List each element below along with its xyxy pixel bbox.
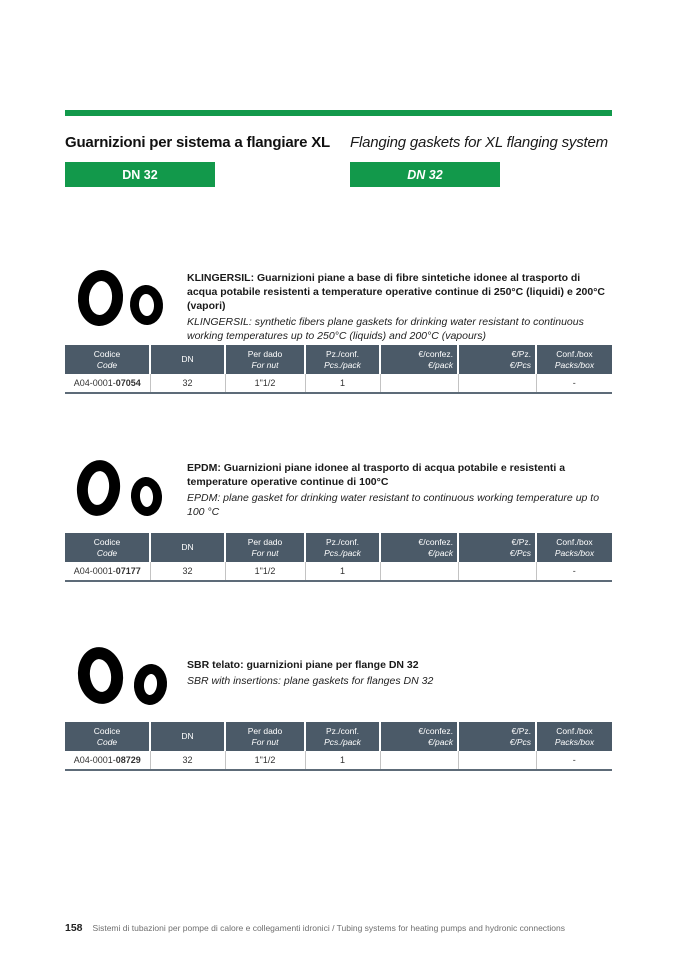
epdm-description bbox=[187, 461, 613, 519]
table-header-row bbox=[65, 533, 612, 562]
gasket-ring-large-icon bbox=[74, 644, 126, 707]
cell-eur-pack bbox=[380, 562, 458, 581]
col-header-eur-pack: €/confez. €/pack bbox=[380, 722, 458, 751]
klingersil-spec-table bbox=[65, 345, 612, 394]
cell-for-nut: 1"1/2 bbox=[225, 562, 305, 581]
gasket-ring-large-icon bbox=[74, 458, 124, 519]
cell-code: A04-0001-08729 bbox=[65, 751, 150, 770]
cell-code: A04-0001-07054 bbox=[65, 374, 150, 393]
col-header-pcs-pack: Pz./conf. Pcs./pack bbox=[305, 722, 380, 751]
cell-eur-pcs bbox=[458, 374, 536, 393]
sbr-gasket-rings-icon bbox=[78, 647, 178, 707]
table-row bbox=[65, 374, 612, 393]
cell-eur-pack bbox=[380, 374, 458, 393]
col-header-pcs-pack: Pz./conf. Pcs./pack bbox=[305, 345, 380, 374]
cell-pcs-pack: 1 bbox=[305, 374, 380, 393]
col-header-dn: DN bbox=[150, 722, 225, 751]
page-number: 158 bbox=[65, 922, 83, 934]
cell-packs-box: - bbox=[536, 751, 612, 770]
col-header-code: Codice Code bbox=[65, 533, 150, 562]
sbr-description bbox=[187, 658, 613, 688]
gasket-ring-small-icon bbox=[132, 662, 169, 706]
page-title-english: Flanging gaskets for XL flanging system bbox=[350, 134, 608, 151]
klingersil-gasket-rings-icon bbox=[78, 268, 178, 328]
description-english: KLINGERSIL: synthetic fibers plane gaskets for drinking water resistant to continuous working temperatures up to 250°C (liquids) and 200°C (vapours) bbox=[187, 316, 584, 342]
sbr-spec-table bbox=[65, 722, 612, 771]
col-header-dn: DN bbox=[150, 345, 225, 374]
col-header-code: Codice Code bbox=[65, 345, 150, 374]
description-english: EPDM: plane gasket for drinking water resistant to continuous working temperature up to 100 °C bbox=[187, 492, 600, 518]
col-header-packs-box: Conf./box Packs/box bbox=[536, 722, 612, 751]
gasket-ring-small-icon bbox=[129, 284, 165, 326]
cell-eur-pcs bbox=[458, 562, 536, 581]
table-header-row bbox=[65, 345, 612, 374]
klingersil-description bbox=[187, 271, 613, 343]
col-header-eur-pcs: €/Pz. €/Pcs bbox=[458, 533, 536, 562]
cell-dn: 32 bbox=[150, 751, 225, 770]
col-header-packs-box: Conf./box Packs/box bbox=[536, 345, 612, 374]
cell-for-nut: 1"1/2 bbox=[225, 374, 305, 393]
description-italian: SBR telato: guarnizioni piane per flange DN 32 bbox=[187, 659, 419, 671]
top-green-rule bbox=[65, 110, 612, 116]
col-header-for-nut: Per dado For nut bbox=[225, 722, 305, 751]
col-header-eur-pack: €/confez. €/pack bbox=[380, 533, 458, 562]
table-row bbox=[65, 562, 612, 581]
col-header-code: Codice Code bbox=[65, 722, 150, 751]
cell-dn: 32 bbox=[150, 562, 225, 581]
dn-badge-italian: DN 32 bbox=[65, 162, 215, 187]
col-header-eur-pcs: €/Pz. €/Pcs bbox=[458, 722, 536, 751]
table-header-row bbox=[65, 722, 612, 751]
description-italian: EPDM: Guarnizioni piane idonee al trasporto di acqua potabile e resistenti a temperature operative continue di 100°C bbox=[187, 462, 566, 488]
cell-dn: 32 bbox=[150, 374, 225, 393]
cell-code: A04-0001-07177 bbox=[65, 562, 150, 581]
cell-pcs-pack: 1 bbox=[305, 751, 380, 770]
page-footer bbox=[65, 922, 612, 934]
epdm-spec-table bbox=[65, 533, 612, 582]
cell-for-nut: 1"1/2 bbox=[225, 751, 305, 770]
gasket-ring-large-icon bbox=[75, 268, 126, 328]
col-header-eur-pack: €/confez. €/pack bbox=[380, 345, 458, 374]
description-english: SBR with insertions: plane gaskets for flanges DN 32 bbox=[187, 675, 434, 687]
col-header-packs-box: Conf./box Packs/box bbox=[536, 533, 612, 562]
gasket-ring-small-icon bbox=[130, 476, 164, 517]
col-header-dn: DN bbox=[150, 533, 225, 562]
cell-packs-box: - bbox=[536, 374, 612, 393]
epdm-gasket-rings-icon bbox=[77, 460, 177, 520]
table-row bbox=[65, 751, 612, 770]
col-header-for-nut: Per dado For nut bbox=[225, 533, 305, 562]
col-header-eur-pcs: €/Pz. €/Pcs bbox=[458, 345, 536, 374]
description-italian: KLINGERSIL: Guarnizioni piane a base di fibre sintetiche idonee al trasporto di acqua potabile resistenti a temperature operative continue di 250°C (liquidi) e 200°C (vapori) bbox=[187, 272, 606, 312]
col-header-for-nut: Per dado For nut bbox=[225, 345, 305, 374]
footer-text: Sistemi di tubazioni per pompe di calore e collegamenti idronici / Tubing systems for heating pumps and hydronic connections bbox=[92, 923, 566, 933]
cell-packs-box: - bbox=[536, 562, 612, 581]
col-header-pcs-pack: Pz./conf. Pcs./pack bbox=[305, 533, 380, 562]
cell-eur-pack bbox=[380, 751, 458, 770]
page-title-italian: Guarnizioni per sistema a flangiare XL bbox=[65, 134, 330, 151]
cell-eur-pcs bbox=[458, 751, 536, 770]
dn-badge-english: DN 32 bbox=[350, 162, 500, 187]
cell-pcs-pack: 1 bbox=[305, 562, 380, 581]
